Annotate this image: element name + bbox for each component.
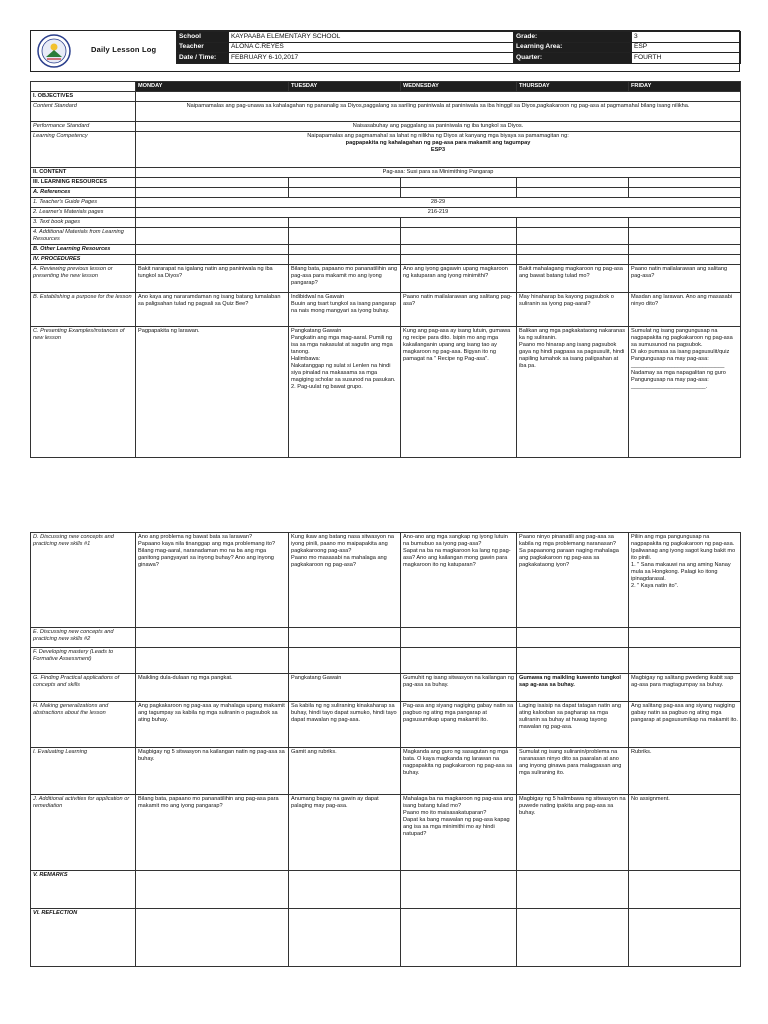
doc-title: Daily Lesson Log	[91, 45, 157, 54]
additional-materials-label: 4. Additional Materials from Learning Resources	[31, 227, 136, 244]
references-label: A. References	[31, 187, 136, 197]
empty-cell	[289, 217, 401, 227]
empty-cell	[136, 227, 289, 244]
procedure-a-friday: Paano natin mailalarawan ang salitang pag-asa?	[629, 264, 741, 292]
table-row	[31, 167, 741, 177]
empty-cell	[289, 244, 401, 254]
table-row	[31, 648, 741, 674]
empty-cell	[136, 628, 289, 648]
empty-cell	[289, 871, 401, 909]
table-row	[31, 131, 741, 167]
procedure-h-label: H. Making generalizations and abstractions about the lesson	[31, 702, 136, 748]
lm-pages-value: 216-219	[136, 207, 741, 217]
table-row	[31, 533, 741, 628]
competency-line-2: pagpapakita ng kahalagahan ng pag-asa para makamit ang tagumpay	[345, 139, 531, 146]
other-resources-label: B. Other Learning Resources	[31, 244, 136, 254]
empty-cell	[401, 217, 517, 227]
teacher-value: ALONA C.REYES	[229, 42, 514, 53]
empty-cell	[629, 871, 741, 909]
procedure-i-wednesday: Magkanda ang guro ng sasagutan ng mga bata. O kaya magkanda ng larawan na nagpapakita ng pagkakaroon ng pag-asa sa buhay.	[401, 748, 517, 795]
date-value: FEBRUARY 6-10,2017	[229, 53, 514, 64]
day-thursday: THURSDAY	[517, 82, 629, 92]
empty-cell	[136, 177, 289, 187]
area-label: Learning Area:	[514, 42, 632, 53]
procedure-d-thursday: Paano ninyo pinanatili ang pag-asa sa kabila ng mga problemang naranasan? Sa papaanong paraan naging mahalaga ang pagkakaroon ng pag-asa sa pagkakataong iyon?	[517, 533, 629, 628]
content-standard-value: Naipamamalas ang pag-unawa sa kahalagahan ng pananalig sa Diyos,paggalang sa sariling paniniwala at paniniwala sa iba hinggil sa Diyos,pagkakaroon ng pag-asa at pagmamahal bilang isang nilikha.	[136, 101, 741, 121]
procedure-a-label: A. Reviewing previous lesson or presenting the new lesson	[31, 264, 136, 292]
empty-cell	[517, 217, 629, 227]
table-row	[31, 187, 741, 197]
area-value: ESP	[632, 42, 741, 53]
procedure-f-label: F. Developing mastery (Leads to Formative Assessment)	[31, 648, 136, 674]
table-row	[31, 292, 741, 326]
day-tuesday: TUESDAY	[289, 82, 401, 92]
empty-cell	[136, 244, 289, 254]
empty-cell	[289, 227, 401, 244]
school-value: KAYPAABA ELEMENTARY SCHOOL	[229, 32, 514, 43]
procedure-g-label: G. Finding Practical applications of concepts and skills	[31, 674, 136, 702]
procedure-a-thursday: Bakit mahalagang magkaroon ng pag-asa ang bawat batang tulad mo?	[517, 264, 629, 292]
day-wednesday: WEDNESDAY	[401, 82, 517, 92]
table-row	[31, 177, 741, 187]
empty-cell	[517, 871, 629, 909]
grade-label: Grade:	[514, 32, 632, 43]
empty-cell	[289, 177, 401, 187]
table-row	[31, 748, 741, 795]
day-header-row	[31, 82, 741, 92]
procedure-j-monday: Bilang bata, papaano mo pananatilihin ang pag-asa para makamit mo ang iyong pangarap?	[136, 795, 289, 871]
empty-cell	[517, 227, 629, 244]
empty-cell	[401, 244, 517, 254]
table-row	[31, 254, 741, 264]
empty-cell	[401, 227, 517, 244]
procedure-b-wednesday: Paano natin mailalarawan ang salitang pag-asa?	[401, 292, 517, 326]
table-row	[31, 264, 741, 292]
empty-cell	[289, 254, 401, 264]
procedure-g-wednesday: Gumuhit ng isang sitwasyon na kailangan ng pag-asa sa buhay.	[401, 674, 517, 702]
empty-cell	[401, 187, 517, 197]
table-row	[31, 702, 741, 748]
empty-cell	[629, 909, 741, 967]
lm-pages-label: 2. Learner's Materials pages	[31, 207, 136, 217]
table-row	[31, 326, 741, 457]
table-row	[31, 91, 741, 101]
resources-label: III. LEARNING RESOURCES	[31, 177, 136, 187]
quarter-value: FOURTH	[632, 53, 741, 64]
procedure-i-tuesday: Gamit ang rubriks.	[289, 748, 401, 795]
procedure-h-friday: Ang salitang pag-asa ang siyang nagiging gabay natin sa pagbuo ng ating mga pangarap at pagsusumikap na makamit ito.	[629, 702, 741, 748]
day-monday: MONDAY	[136, 82, 289, 92]
remarks-label: V. REMARKS	[31, 871, 136, 909]
procedure-d-friday: Piliin ang mga pangungusap na nagpapakita ng pagkakaroon ng pag-asa. Ipaliwanag ang iyong sagot kung bakit mo ito pinili. 1. " Sana makauwi na ang aming Nanay mula sa Hongkong. Palagi ko itong ipinagdarasal. 2. " Kaya natin ito".	[629, 533, 741, 628]
procedure-c-wednesday: Kung ang pag-asa ay isang lutuin, gumawa ng recipe para dito. Isipin mo ang mga kakailanganin upang ang isang tao ay magkaroon ng pag-asa. Bigyan ito ng pamagat na " Recipe ng Pag-asa".	[401, 326, 517, 457]
procedure-g-monday: Maikling dula-dulaan ng mga pangkat.	[136, 674, 289, 702]
table-row	[31, 197, 741, 207]
empty-cell	[289, 187, 401, 197]
empty-cell	[517, 254, 629, 264]
content-label: II. CONTENT	[31, 167, 136, 177]
empty-cell	[136, 217, 289, 227]
procedure-b-label: B. Establishing a purpose for the lesson	[31, 292, 136, 326]
table-row	[31, 207, 741, 217]
procedure-e-label: E. Discussing new concepts and practicing new skills #2	[31, 628, 136, 648]
lesson-info-table	[176, 31, 741, 64]
procedure-a-tuesday: Bilang bata, papaano mo pananatilihin ang pag-asa para makamit mo ang iyong pangarap?	[289, 264, 401, 292]
quarter-label: Quarter:	[514, 53, 632, 64]
empty-cell	[401, 909, 517, 967]
procedure-c-label: C. Presenting Examples/instances of new lesson	[31, 326, 136, 457]
procedure-b-friday: Masdan ang larawan. Ano ang masasabi ninyo dito?	[629, 292, 741, 326]
empty-cell	[629, 217, 741, 227]
school-label: School	[177, 32, 229, 43]
procedure-g-thursday: Gumawa ng maikling kuwento tungkol sap ag-asa sa buhay.	[517, 674, 629, 702]
content-standard-label: Content Standard	[31, 101, 136, 121]
empty-cell	[401, 628, 517, 648]
objectives-cell	[136, 91, 741, 101]
teacher-label: Teacher	[177, 42, 229, 53]
lesson-table-bottom	[30, 532, 741, 967]
procedure-h-wednesday: Pag-asa ang siyang nagiging gabay natin sa pagbuo ng ating mga pangarap at pagsusumikap upang makamit ito.	[401, 702, 517, 748]
empty-cell	[517, 187, 629, 197]
procedure-d-label: D. Discussing new concepts and practicing new skills #1	[31, 533, 136, 628]
empty-cell	[517, 648, 629, 674]
competency-value	[136, 131, 741, 167]
empty-cell	[629, 177, 741, 187]
empty-cell	[136, 648, 289, 674]
procedure-c-thursday: Balikan ang mga pagkakataong nakaranas ka ng suliranin. Paano mo hinarap ang isang pagsubok gaya ng hindi pagpasa sa pagsusulit, hindi napiling lumahok sa isang paligsahan at iba pa.	[517, 326, 629, 457]
empty-cell	[136, 909, 289, 967]
table-row	[31, 217, 741, 227]
competency-line-3: ESP3	[430, 146, 446, 153]
empty-cell	[289, 909, 401, 967]
procedure-j-friday: No assignment.	[629, 795, 741, 871]
procedures-label: IV. PROCEDURES	[31, 254, 136, 264]
procedure-b-tuesday: Indibidwal na Gawain Buuin ang tsart tungkol sa isang pangarap na nais mong mangyari sa iyong buhay.	[289, 292, 401, 326]
deped-seal-icon	[37, 34, 71, 68]
empty-cell	[517, 628, 629, 648]
table-row	[31, 227, 741, 244]
procedure-d-wednesday: Ano-ano ang mga sangkap ng iyong lutuin na bumubuo sa iyong pag-asa? Sapat na ba na magkaroon ka lang ng pag-asa? Ano ang kailangan mong gawin para magkaroon ito ng katuparan?	[401, 533, 517, 628]
table-row	[31, 244, 741, 254]
procedure-g-tuesday: Pangkatang Gawain	[289, 674, 401, 702]
lesson-header	[30, 30, 740, 72]
procedure-a-wednesday: Ano ang iyong gagawin upang magkaroon ng katuparan ang iyong minimithi?	[401, 264, 517, 292]
content-value: Pag-asa: Susi para sa Minimithing Pangarap	[136, 167, 741, 177]
procedure-b-monday: Ano kaya ang nararamdaman ng isang batang lumalaban sa paligsahan tulad ng pagsali sa Quiz Bee?	[136, 292, 289, 326]
procedure-i-friday: Rubriks.	[629, 748, 741, 795]
procedure-j-tuesday: Anumang bagay na gawin ay dapat palaging may pag-asa.	[289, 795, 401, 871]
procedure-i-label: I. Evaluating Learning	[31, 748, 136, 795]
empty-cell	[289, 628, 401, 648]
empty-cell	[517, 244, 629, 254]
grade-value: 3	[632, 32, 741, 43]
empty-cell	[136, 187, 289, 197]
tg-pages-value: 28-29	[136, 197, 741, 207]
table-row	[31, 674, 741, 702]
procedure-j-wednesday: Mahalaga ba na magkaroon ng pag-asa ang isang batang tulad mo? Paano mo ito maisasakatuparan? Dapat ka bang mawalan ng pag-asa kapag ang isa sa mga minimithi mo ay hindi natupad?	[401, 795, 517, 871]
empty-cell	[136, 871, 289, 909]
procedure-c-friday: Sumulat ng isang pangungusap na nagpapakita ng pagkakaroon ng pag-asa sa sumusunod na pagsubok. Di ako pumasa sa isang pagsusulit/quiz Pangungusap na may pag-asa: ______________________________ Nadamay sa mga napagalitan ng guro Pangungusap na may pag-asa: ________________________.	[629, 326, 741, 457]
reflection-label: VI. REFLECTION	[31, 909, 136, 967]
procedure-b-thursday: May hinaharap ba kayong pagsubok o suliranin sa iyong pag-aaral?	[517, 292, 629, 326]
empty-cell	[517, 909, 629, 967]
procedure-i-monday: Magbigay ng 5 sitwasyon na kailangan natin ng pag-asa sa buhay.	[136, 748, 289, 795]
empty-cell	[629, 187, 741, 197]
procedure-j-thursday: Magbigay ng 5 halimbawa ng sitwasyon na puwede nating ipakita ang pag-asa sa buhay.	[517, 795, 629, 871]
table-row	[31, 909, 741, 967]
empty-cell	[289, 648, 401, 674]
procedure-h-monday: Ang pagkakaroon ng pag-asa ay mahalaga upang makamit ang tagumpay sa kabila ng mga suliranin o pagsubok sa ating buhay.	[136, 702, 289, 748]
procedure-c-monday: Pagpapakita ng larawan.	[136, 326, 289, 457]
empty-cell	[629, 628, 741, 648]
lesson-table-top	[30, 81, 741, 458]
empty-cell	[629, 648, 741, 674]
table-row	[31, 121, 741, 131]
competency-line-1: Naipapamalas ang pagmamahal sa lahat ng nilikha ng Diyos at kanyang mga biyaya sa pamamagitan ng:	[307, 132, 569, 139]
empty-cell	[401, 254, 517, 264]
table-row	[31, 628, 741, 648]
empty-cell	[136, 254, 289, 264]
performance-standard-value: Naisasabuhay ang paggalang sa paniniwala ng iba tungkol sa Diyos.	[136, 121, 741, 131]
procedure-g-friday: Magbigay ng salitang pwedeng ikabit sap ag-asa para magtagumpay sa buhay.	[629, 674, 741, 702]
procedure-i-thursday: Sumulat ng isang suliranin/problema na naranasan ninyo dito sa paaralan at ano ang inyong ginawa para malagpasan ang mga suliraning ito.	[517, 748, 629, 795]
empty-cell	[401, 177, 517, 187]
competency-label: Learning Competency	[31, 131, 136, 167]
table-row	[31, 795, 741, 871]
empty-cell	[517, 177, 629, 187]
procedure-a-monday: Bakit nararapat na igalang natin ang paniniwala ng iba tungkol sa Diyos?	[136, 264, 289, 292]
procedure-d-monday: Ano ang problema ng bawat bata sa larawan? Papaano kaya nila tinanggap ang mga problemang ito? Bilang mag-aaral, naranadaman mo na ba ang mga ganitong pangyayari sa inyong buhay? Ano ang inyong ginawa?	[136, 533, 289, 628]
day-friday: FRIDAY	[629, 82, 741, 92]
table-row	[31, 101, 741, 121]
empty-cell	[629, 227, 741, 244]
performance-standard-label: Performance Standard	[31, 121, 136, 131]
tg-pages-label: 1. Teacher's Guide Pages	[31, 197, 136, 207]
procedure-j-label: J. Additional activities for application or remediation	[31, 795, 136, 871]
procedure-d-tuesday: Kung ikaw ang batang nasa sitwasyon na iyong pinili, paano mo maipapakita ang pagkakaroong pag-asa? Paano mo masasabi na mahalaga ang pagkakaroon ng pag-asa?	[289, 533, 401, 628]
empty-cell	[401, 871, 517, 909]
corner-cell	[31, 82, 136, 92]
procedure-h-thursday: Laging isaisip na dapat tatagan natin ang ating kalooban sa pagharap sa mga suliranin sa buhay at huwag tayong mawalan ng pag-asa.	[517, 702, 629, 748]
empty-cell	[629, 244, 741, 254]
table-row	[31, 871, 741, 909]
objectives-label: I. OBJECTIVES	[31, 91, 136, 101]
date-label: Date / Time:	[177, 53, 229, 64]
procedure-h-tuesday: Sa kabila ng ng suliraning kinakaharap sa buhay, hindi tayo dapat sumuko, hindi tayo dapat mawalan ng pag-asa.	[289, 702, 401, 748]
textbook-pages-label: 3. Text book pages	[31, 217, 136, 227]
empty-cell	[401, 648, 517, 674]
empty-cell	[629, 254, 741, 264]
procedure-c-tuesday: Pangkatang Gawain Pangkatin ang mga mag-aaral. Pumili ng isa sa mga nakasulat at sagutin ang mga tanong. Halimbawa: Nakatanggap ng sulat si Lenlen na hindi siya pinalad na makasama sa mga magiging scholar sa susunod na pasukan. 2. Pag-uulat ng bawat grupo.	[289, 326, 401, 457]
